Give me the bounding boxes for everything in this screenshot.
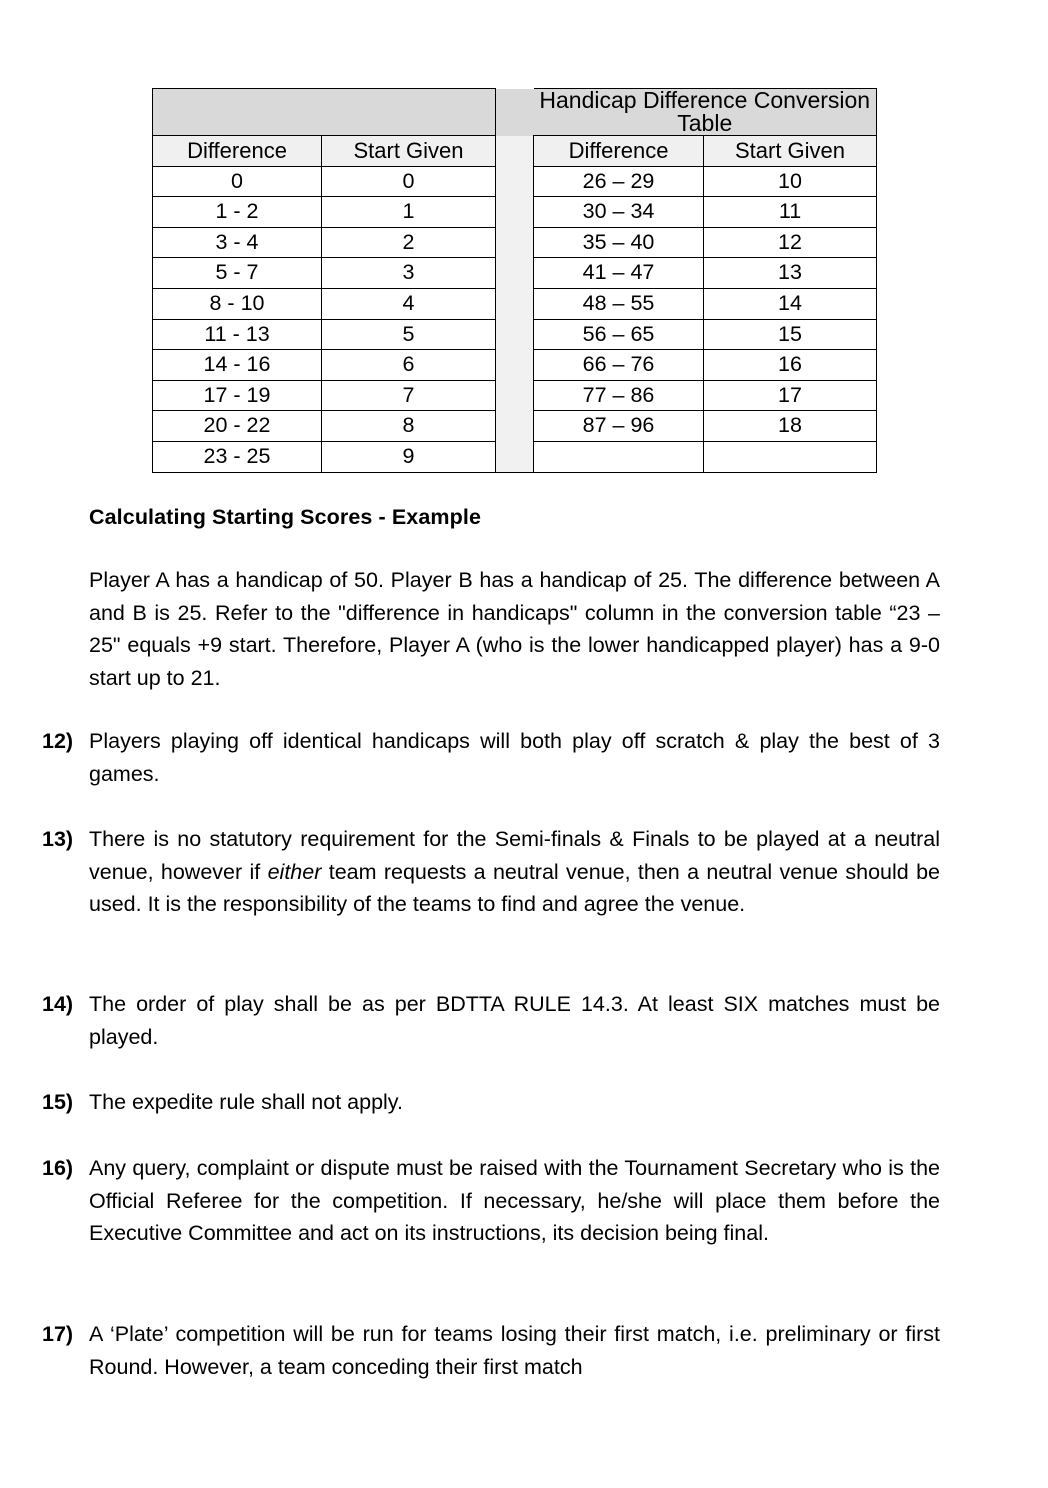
table-row — [153, 411, 877, 442]
table-gap-cell — [496, 350, 534, 381]
table-title: Handicap Difference Conversion Table — [534, 89, 877, 136]
rule-number-12: 12) — [42, 729, 74, 753]
cell-left-start-given: 3 — [322, 258, 496, 289]
cell-left-difference: 14 - 16 — [153, 350, 322, 381]
cell-right-start-given: 11 — [704, 197, 877, 228]
cell-left-start-given: 4 — [322, 288, 496, 319]
rule-item-13 — [42, 823, 940, 921]
table-row — [153, 441, 877, 472]
header-left-start-given: Start Given — [322, 136, 496, 167]
rule-text-13-part1: There is no statutory requirement for the Semi-finals & Finals to be played at a neutral venue, however if — [89, 827, 940, 884]
cell-right-difference — [534, 441, 704, 472]
cell-left-difference: 8 - 10 — [153, 288, 322, 319]
cell-right-difference: 41 – 47 — [534, 258, 704, 289]
rule-item-15 — [42, 1086, 940, 1119]
rule-text-14: The order of play shall be as per BDTTA RULE 14.3. At least SIX matches must be played. — [89, 992, 940, 1049]
cell-left-start-given: 2 — [322, 227, 496, 258]
cell-left-start-given: 1 — [322, 197, 496, 228]
cell-right-start-given: 10 — [704, 166, 877, 197]
cell-left-start-given: 7 — [322, 380, 496, 411]
cell-right-difference: 66 – 76 — [534, 350, 704, 381]
rule-item-16 — [42, 1152, 940, 1250]
cell-left-difference: 23 - 25 — [153, 441, 322, 472]
rule-text-17: A ‘Plate’ competition will be run for teams losing their first match, i.e. preliminary or first Round. However, a team conceding their first match — [89, 1322, 940, 1379]
table-row — [153, 350, 877, 381]
table-gap-cell — [496, 227, 534, 258]
rule-number-14: 14) — [42, 992, 74, 1016]
table-gap-cell — [496, 197, 534, 228]
cell-left-difference: 17 - 19 — [153, 380, 322, 411]
handicap-conversion-table — [152, 88, 877, 473]
table-gap-cell — [496, 258, 534, 289]
example-paragraph: Player A has a handicap of 50. Player B has a handicap of 25. The difference between A and B is 25. Refer to the "difference in handicaps" column in the conversion table “23 – 25" equals +9 start. Therefore, Player A (who is the lower handicapped player) has a 9-0 start up to 21. — [89, 568, 940, 690]
table-gap-cell — [496, 380, 534, 411]
rule-text-13-part2: team requests a neutral venue, then a neutral venue should be used. It is the responsibility of the teams to find and agree the venue. — [89, 859, 940, 916]
rule-text-12: Players playing off identical handicaps will both play off scratch & play the best of 3 games. — [89, 729, 940, 786]
rule-number-17: 17) — [42, 1322, 74, 1346]
cell-left-start-given: 5 — [322, 319, 496, 350]
rule-item-17 — [42, 1318, 940, 1383]
cell-right-start-given: 16 — [704, 350, 877, 381]
cell-left-difference: 1 - 2 — [153, 197, 322, 228]
cell-left-difference: 11 - 13 — [153, 319, 322, 350]
rule-number-15: 15) — [42, 1090, 74, 1114]
rule-text-13 — [89, 823, 940, 921]
cell-right-difference: 77 – 86 — [534, 380, 704, 411]
table-row — [153, 166, 877, 197]
table-header-row — [153, 136, 877, 167]
table-gap-cell — [496, 136, 534, 167]
table-title-left — [153, 89, 496, 136]
cell-right-difference: 87 – 96 — [534, 411, 704, 442]
handicap-conversion-table-container — [152, 88, 876, 473]
table-row — [153, 227, 877, 258]
rule-item-14 — [42, 988, 940, 1053]
cell-right-start-given — [704, 441, 877, 472]
cell-left-difference: 3 - 4 — [153, 227, 322, 258]
cell-left-start-given: 9 — [322, 441, 496, 472]
cell-right-start-given: 15 — [704, 319, 877, 350]
table-gap-cell — [496, 441, 534, 472]
table-title-gap — [496, 89, 534, 136]
cell-left-start-given: 0 — [322, 166, 496, 197]
cell-right-difference: 56 – 65 — [534, 319, 704, 350]
cell-left-difference: 20 - 22 — [153, 411, 322, 442]
table-row — [153, 288, 877, 319]
header-right-start-given: Start Given — [704, 136, 877, 167]
cell-right-difference: 26 – 29 — [534, 166, 704, 197]
table-row — [153, 197, 877, 228]
cell-left-difference: 5 - 7 — [153, 258, 322, 289]
rule-text-15: The expedite rule shall not apply. — [89, 1090, 403, 1114]
cell-right-start-given: 14 — [704, 288, 877, 319]
cell-right-start-given: 12 — [704, 227, 877, 258]
rule-text-13-emphasis: either — [267, 859, 322, 884]
cell-left-difference: 0 — [153, 166, 322, 197]
header-right-difference: Difference — [534, 136, 704, 167]
cell-left-start-given: 6 — [322, 350, 496, 381]
rule-text-16: Any query, complaint or dispute must be raised with the Tournament Secretary who is the Official Referee for the competition. If necessary, he/she will place them before the Executive Committee and act on its instructions, its decision being final. — [89, 1156, 940, 1245]
rule-number-16: 16) — [42, 1156, 74, 1180]
cell-right-difference: 35 – 40 — [534, 227, 704, 258]
table-row — [153, 319, 877, 350]
cell-left-start-given: 8 — [322, 411, 496, 442]
table-gap-cell — [496, 166, 534, 197]
table-gap-cell — [496, 319, 534, 350]
table-gap-cell — [496, 411, 534, 442]
table-row — [153, 258, 877, 289]
cell-right-start-given: 13 — [704, 258, 877, 289]
table-title-row — [153, 89, 877, 136]
table-row — [153, 380, 877, 411]
cell-right-difference: 48 – 55 — [534, 288, 704, 319]
rule-item-12 — [42, 725, 940, 790]
header-left-difference: Difference — [153, 136, 322, 167]
cell-right-start-given: 17 — [704, 380, 877, 411]
cell-right-start-given: 18 — [704, 411, 877, 442]
cell-right-difference: 30 – 34 — [534, 197, 704, 228]
rule-number-13: 13) — [42, 827, 74, 851]
table-gap-cell — [496, 288, 534, 319]
example-heading: Calculating Starting Scores - Example — [89, 505, 482, 529]
